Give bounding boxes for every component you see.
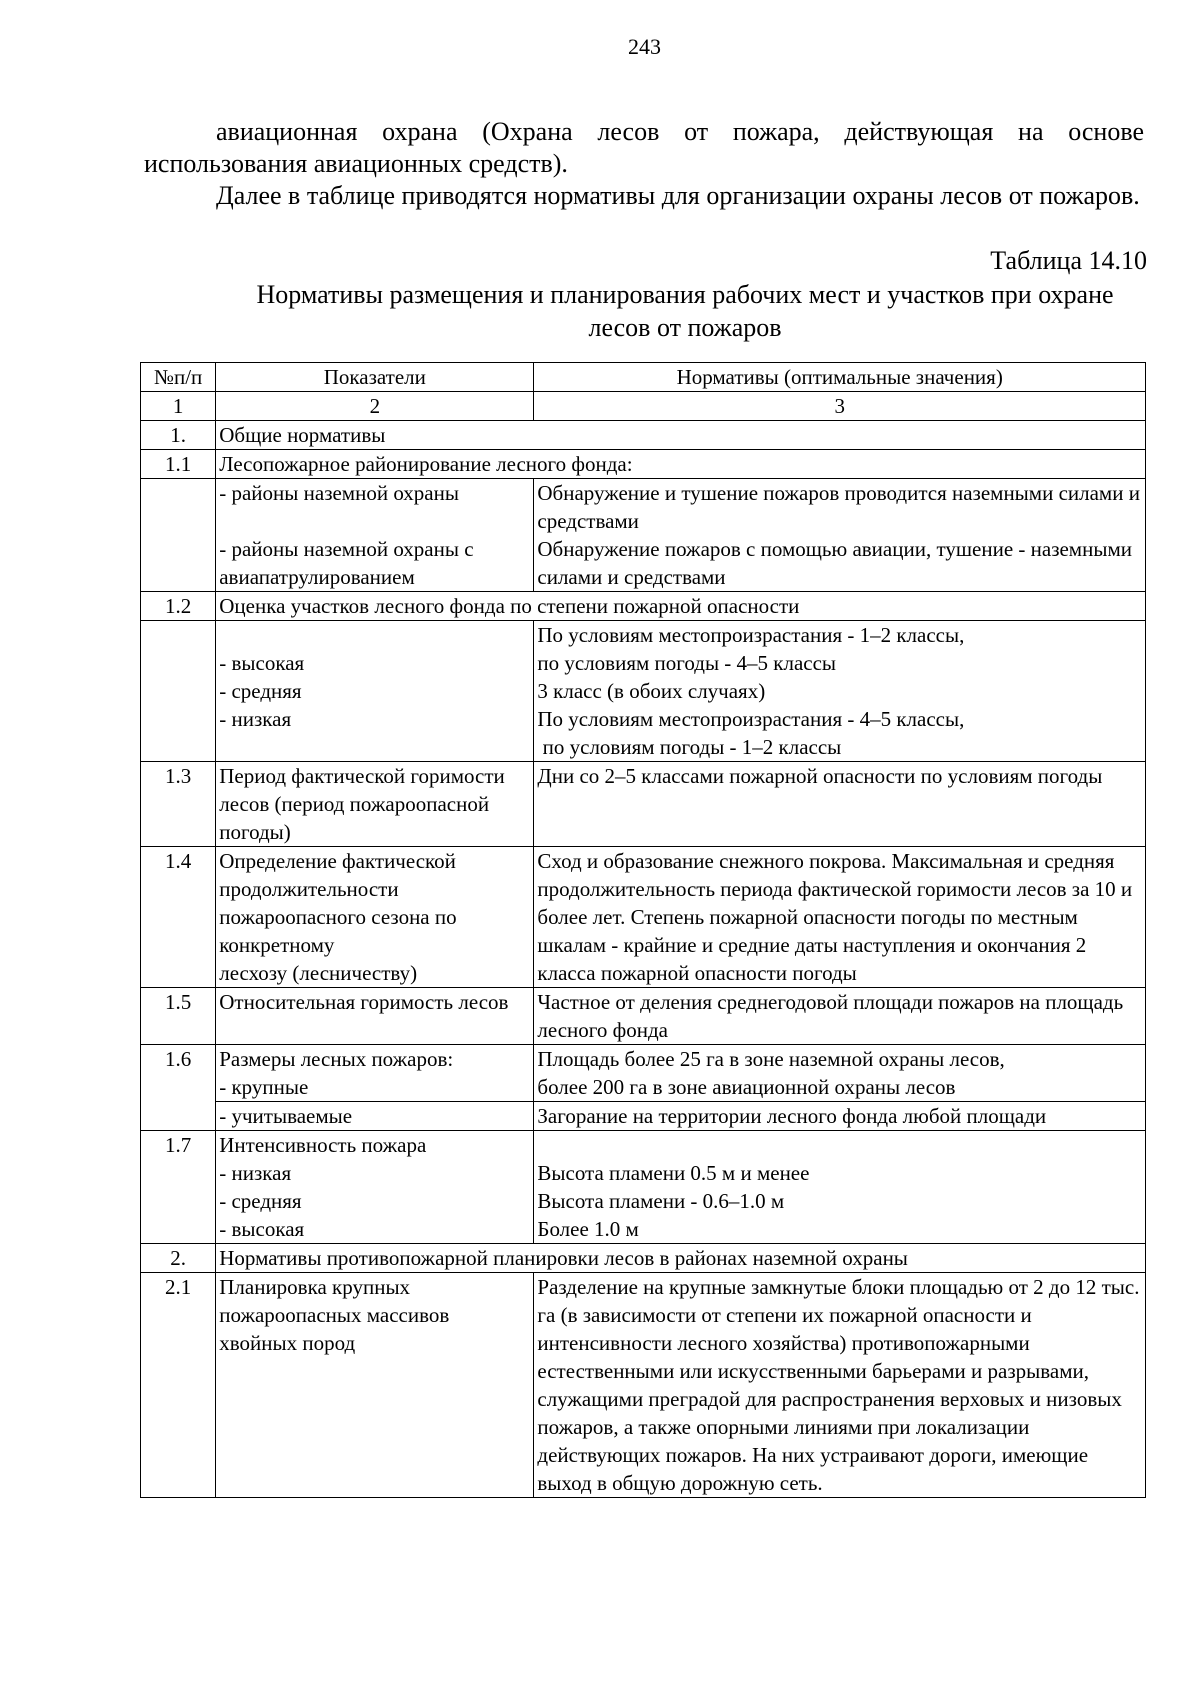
norm-line: Высота пламени - 0.6–1.0 м xyxy=(537,1189,785,1213)
norm-line: Площадь более 25 га в зоне наземной охраны лесов, xyxy=(537,1047,1005,1071)
intro-paragraph-1: авиационная охрана (Охрана лесов от пожара, действующая на основе использования авиационных средств). xyxy=(144,117,1144,178)
section-row xyxy=(141,421,1146,450)
table-row xyxy=(141,847,1146,988)
level-text: - низкая xyxy=(219,1161,292,1185)
norm-line: Более 1.0 м xyxy=(537,1217,639,1241)
intro-paragraph-2: Далее в таблице приводятся нормативы для организации охраны лесов от пожаров. xyxy=(216,181,1140,210)
indicator-cell xyxy=(216,621,534,762)
column-number-cell: 2 xyxy=(216,392,534,421)
norm-cell: Разделение на крупные замкнутые блоки площадью от 2 до 12 тыс. га (в зависимости от степени их пожарной опасности и интенсивности лесного хозяйства) противопожарными естественными или искусственными барьерами и разрывами, служащими преградой для распространения верховых и низовых пожаров, а также опорными линиями при локализации действующих пожаров. На них устраивают дороги, имеющие выход в общую дорожную сеть. xyxy=(534,1273,1146,1498)
norm-line: по условиям погоды - 1–2 классы xyxy=(537,735,842,759)
indicator-line: лесхозу (лесничеству) xyxy=(219,961,418,985)
table-label: Таблица 14.10 xyxy=(990,246,1147,275)
section-row xyxy=(141,1244,1146,1273)
norm-line: По условиям местопроизрастания - 1–2 классы, xyxy=(537,623,965,647)
row-number: 1. xyxy=(141,421,216,450)
row-number: 1.1 xyxy=(141,450,216,479)
table-header-row xyxy=(141,363,1146,392)
indicator-cell xyxy=(216,847,534,988)
norm-line: более 200 га в зоне авиационной охраны лесов xyxy=(537,1075,956,1099)
norm-line: По условиям местопроизрастания - 4–5 классы, xyxy=(537,707,965,731)
table-row xyxy=(141,450,1146,479)
header-cell-norms: Нормативы (оптимальные значения) xyxy=(534,363,1146,392)
table-row xyxy=(141,479,1146,592)
norm-cell xyxy=(534,479,1146,592)
norm-cell xyxy=(534,621,1146,762)
norm-cell xyxy=(534,1045,1146,1102)
row-number: 1.5 xyxy=(141,988,216,1045)
header-cell-number: №п/п xyxy=(141,363,216,392)
norm-line: 3 класс (в обоих случаях) xyxy=(537,679,766,703)
norm-cell: Частное от деления среднегодовой площади пожаров на площадь лесного фонда xyxy=(534,988,1146,1045)
level-text: - средняя xyxy=(219,1189,302,1213)
norm-cell: Загорание на территории лесного фонда любой площади xyxy=(534,1102,1146,1131)
empty-number-cell xyxy=(141,479,216,592)
indicator-cell: Относительная горимость лесов xyxy=(216,988,534,1045)
row-number: 2.1 xyxy=(141,1273,216,1498)
page-number: 243 xyxy=(628,34,661,59)
indicator-line: продолжительности xyxy=(219,877,399,901)
column-number-cell: 3 xyxy=(534,392,1146,421)
level-text: - низкая xyxy=(219,707,292,731)
row-number: 1.6 xyxy=(141,1045,216,1131)
norm-cell xyxy=(534,1131,1146,1244)
level-text: - высокая xyxy=(219,651,305,675)
section-title: Нормативы противопожарной планировки лесов в районах наземной охраны xyxy=(216,1244,1146,1273)
row-title: Оценка участков лесного фонда по степени пожарной опасности xyxy=(216,592,1146,621)
row-title: Лесопожарное районирование лесного фонда: xyxy=(216,450,1146,479)
table-row xyxy=(141,1045,1146,1102)
indicator-cell xyxy=(216,479,534,592)
norm-line: Высота пламени 0.5 м и менее xyxy=(537,1161,810,1185)
norms-table xyxy=(140,362,1146,1498)
norm-cell: Сход и образование снежного покрова. Максимальная и средняя продолжительность периода фактической горимости лесов за 10 и более лет. Степень пожарной опасности погоды по местным шкалам - крайние и средние даты наступления и окончания 2 класса пожарной опасности погоды xyxy=(534,847,1146,988)
table-row xyxy=(141,621,1146,762)
empty-number-cell xyxy=(141,621,216,762)
indicator-title: Интенсивность пожара xyxy=(219,1133,427,1157)
table-row xyxy=(141,1102,1146,1131)
row-number: 1.4 xyxy=(141,847,216,988)
norm-text: Обнаружение пожаров с помощью авиации, тушение - наземными силами и средствами xyxy=(537,537,1132,589)
table-row xyxy=(141,988,1146,1045)
norm-text: Обнаружение и тушение пожаров проводится наземными силами и средствами xyxy=(537,481,1140,533)
indicator-text: - районы наземной охраны с авиапатрулированием xyxy=(219,537,474,589)
table-title: Нормативы размещения и планирования рабочих мест и участков при охране лесов от пожаров xyxy=(256,280,1114,342)
column-number-row xyxy=(141,392,1146,421)
table-row xyxy=(141,1131,1146,1244)
indicator-cell xyxy=(216,1131,534,1244)
indicator-line: Определение фактической xyxy=(219,849,456,873)
indicator-title: Размеры лесных пожаров: xyxy=(219,1047,454,1071)
level-text: - высокая xyxy=(219,1217,305,1241)
table-row xyxy=(141,1273,1146,1498)
level-text: - средняя xyxy=(219,679,302,703)
row-number: 2. xyxy=(141,1244,216,1273)
table-row xyxy=(141,762,1146,847)
norm-line: по условиям погоды - 4–5 классы xyxy=(537,651,837,675)
column-number-cell: 1 xyxy=(141,392,216,421)
indicator-cell xyxy=(216,1045,534,1102)
row-number: 1.2 xyxy=(141,592,216,621)
section-title: Общие нормативы xyxy=(216,421,1146,450)
header-cell-indicators: Показатели xyxy=(216,363,534,392)
indicator-text: - районы наземной охраны xyxy=(219,481,459,505)
indicator-line: пожароопасного сезона по xyxy=(219,905,457,929)
indicator-cell: - учитываемые xyxy=(216,1102,534,1131)
row-number: 1.7 xyxy=(141,1131,216,1244)
norm-cell: Дни со 2–5 классами пожарной опасности по условиям погоды xyxy=(534,762,1146,847)
indicator-cell: Планировка крупных пожароопасных массивов хвойных пород xyxy=(216,1273,534,1498)
indicator-text: - крупные xyxy=(219,1075,309,1099)
row-number: 1.3 xyxy=(141,762,216,847)
indicator-line: конкретному xyxy=(219,933,335,957)
indicator-cell: Период фактической горимости лесов (период пожароопасной погоды) xyxy=(216,762,534,847)
table-row xyxy=(141,592,1146,621)
